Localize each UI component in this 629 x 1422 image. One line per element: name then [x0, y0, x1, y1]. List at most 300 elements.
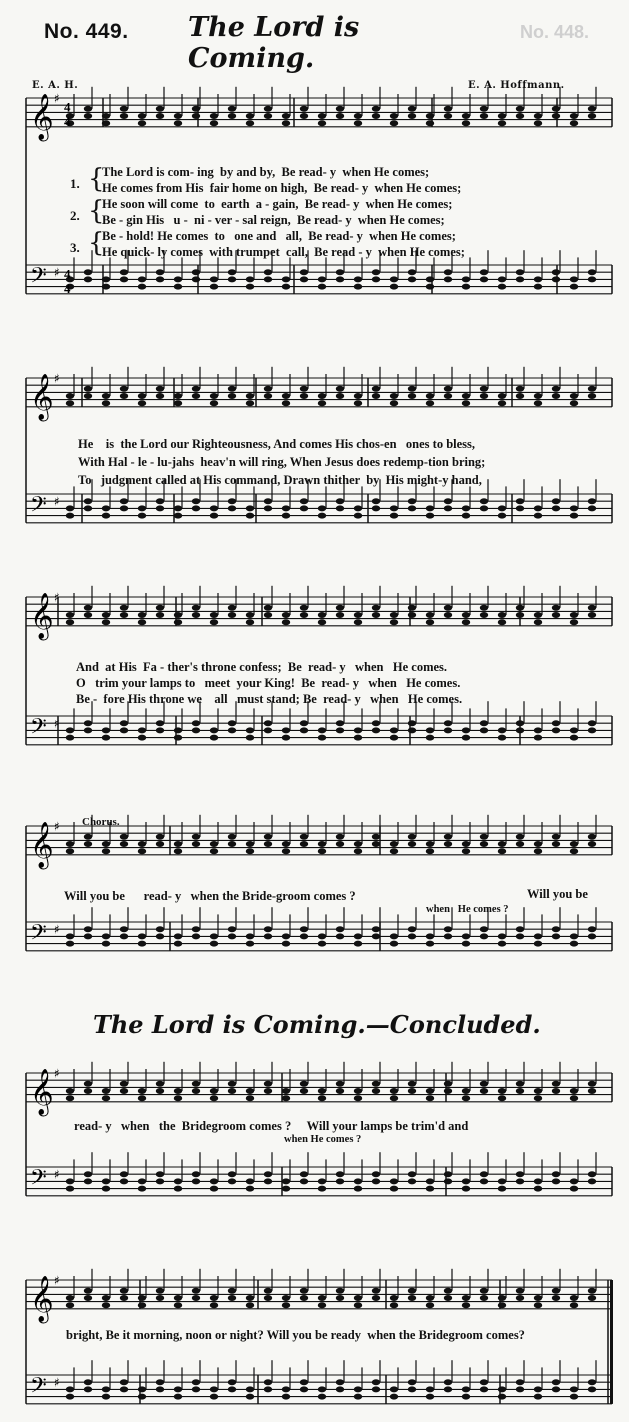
- note-head: [192, 269, 200, 275]
- note-head: [210, 933, 218, 939]
- note-head: [102, 735, 110, 741]
- note-head: [156, 841, 164, 847]
- note-head: [120, 276, 128, 282]
- note-head: [552, 841, 560, 847]
- verse2-line1: He soon will come to earth a - gain, Be read- y when He comes;: [102, 197, 453, 211]
- note-head: [516, 106, 524, 112]
- note-head: [264, 834, 272, 840]
- note-head: [354, 1302, 362, 1308]
- note-head: [264, 1088, 272, 1094]
- note-head: [192, 386, 200, 392]
- note-head: [210, 113, 218, 119]
- note-head: [444, 1081, 452, 1087]
- note-head: [246, 120, 254, 126]
- note-head: [336, 1288, 344, 1294]
- verse3-line2: He quick- ly comes with trumpet call, Be read - y when He comes;: [102, 245, 465, 259]
- note-head: [426, 619, 434, 625]
- note-head: [462, 393, 470, 399]
- note-head: [318, 1095, 326, 1101]
- note-head: [372, 834, 380, 840]
- note-head: [552, 933, 560, 939]
- note-head: [210, 1088, 218, 1094]
- note-head: [246, 400, 254, 406]
- note-head: [246, 848, 254, 854]
- note-head: [444, 386, 452, 392]
- note-head: [318, 841, 326, 847]
- note-head: [588, 612, 596, 618]
- note-head: [498, 848, 506, 854]
- note-head: [192, 505, 200, 511]
- note-head: [498, 1178, 506, 1184]
- note-head: [552, 393, 560, 399]
- note-head: [228, 1088, 236, 1094]
- note-head: [498, 1186, 506, 1192]
- note-head: [84, 1288, 92, 1294]
- note-head: [354, 612, 362, 618]
- note-head: [174, 1295, 182, 1301]
- note-head: [480, 1288, 488, 1294]
- chorus-label: Chorus.: [82, 816, 120, 828]
- note-head: [444, 498, 452, 504]
- note-head: [534, 284, 542, 290]
- note-head: [102, 1394, 110, 1400]
- note-head: [444, 926, 452, 932]
- note-head: [408, 1081, 416, 1087]
- note-head: [588, 498, 596, 504]
- note-head: [120, 1288, 128, 1294]
- note-head: [462, 513, 470, 519]
- note-head: [336, 1178, 344, 1184]
- note-head: [534, 933, 542, 939]
- time-signature: 4: [64, 113, 71, 129]
- system2-lyric-1: He is the Lord our Righteousness, And comes His chos-en ones to bless,: [78, 437, 476, 451]
- concluded-lyric-2: when He comes ?: [284, 1134, 362, 1145]
- note-head: [408, 605, 416, 611]
- note-head: [102, 393, 110, 399]
- note-head: [462, 727, 470, 733]
- note-head: [480, 386, 488, 392]
- note-head: [318, 1186, 326, 1192]
- note-head: [228, 1295, 236, 1301]
- note-head: [102, 1095, 110, 1101]
- note-head: [336, 605, 344, 611]
- note-head: [588, 720, 596, 726]
- note-head: [534, 1394, 542, 1400]
- note-head: [372, 1379, 380, 1385]
- note-head: [588, 605, 596, 611]
- system3-lyric-1: And at His Fa - ther's throne confess; Be read- y when He comes.: [76, 660, 448, 674]
- note-head: [534, 1302, 542, 1308]
- chorus-lyric-1: Will you be read- y when the Bride-groom comes ?: [64, 889, 356, 903]
- note-head: [390, 1178, 398, 1184]
- note-head: [498, 941, 506, 947]
- note-head: [588, 727, 596, 733]
- note-head: [156, 933, 164, 939]
- note-head: [534, 848, 542, 854]
- note-head: [390, 933, 398, 939]
- note-head: [426, 1302, 434, 1308]
- key-sharp-icon: ♯: [54, 1375, 60, 1390]
- note-head: [300, 841, 308, 847]
- note-head: [300, 1081, 308, 1087]
- note-head: [156, 393, 164, 399]
- note-head: [84, 727, 92, 733]
- note-head: [462, 400, 470, 406]
- note-head: [84, 612, 92, 618]
- note-head: [552, 612, 560, 618]
- note-head: [210, 1295, 218, 1301]
- note-head: [534, 400, 542, 406]
- note-head: [336, 933, 344, 939]
- lyricist-credit: E. A. H.: [32, 80, 79, 91]
- note-head: [66, 1394, 74, 1400]
- note-head: [120, 1178, 128, 1184]
- note-head: [408, 1088, 416, 1094]
- note-head: [120, 834, 128, 840]
- note-head: [354, 848, 362, 854]
- note-head: [318, 941, 326, 947]
- note-head: [120, 727, 128, 733]
- note-head: [570, 393, 578, 399]
- note-head: [84, 1178, 92, 1184]
- note-head: [282, 735, 290, 741]
- note-head: [552, 605, 560, 611]
- note-head: [390, 113, 398, 119]
- system3-lyric-3: Be - fore His throne we all must stand; Be read- y when He comes.: [76, 692, 463, 706]
- note-head: [84, 505, 92, 511]
- note-head: [408, 498, 416, 504]
- note-head: [84, 1379, 92, 1385]
- note-head: [534, 1386, 542, 1392]
- note-head: [534, 120, 542, 126]
- note-head: [372, 727, 380, 733]
- note-head: [570, 284, 578, 290]
- note-head: [480, 605, 488, 611]
- note-head: [66, 1095, 74, 1101]
- note-head: [318, 393, 326, 399]
- note-head: [462, 848, 470, 854]
- note-head: [372, 505, 380, 511]
- note-head: [210, 400, 218, 406]
- note-head: [120, 612, 128, 618]
- note-head: [498, 1088, 506, 1094]
- note-head: [354, 1095, 362, 1101]
- note-head: [120, 605, 128, 611]
- note-head: [228, 276, 236, 282]
- key-sharp-icon: ♯: [54, 494, 60, 509]
- note-head: [282, 933, 290, 939]
- note-head: [300, 727, 308, 733]
- note-head: [480, 1178, 488, 1184]
- note-head: [552, 834, 560, 840]
- note-head: [84, 1386, 92, 1392]
- note-head: [66, 393, 74, 399]
- note-head: [336, 498, 344, 504]
- note-head: [570, 505, 578, 511]
- note-head: [228, 386, 236, 392]
- note-head: [426, 393, 434, 399]
- note-head: [318, 113, 326, 119]
- note-head: [138, 276, 146, 282]
- note-head: [408, 933, 416, 939]
- verse-brace-2: {: [88, 196, 105, 226]
- note-head: [354, 619, 362, 625]
- note-head: [210, 513, 218, 519]
- note-head: [408, 393, 416, 399]
- note-head: [462, 1178, 470, 1184]
- note-head: [300, 612, 308, 618]
- note-head: [516, 505, 524, 511]
- note-head: [66, 1186, 74, 1192]
- note-head: [390, 400, 398, 406]
- key-sharp-icon: ♯: [54, 1167, 60, 1182]
- note-head: [570, 612, 578, 618]
- note-head: [210, 619, 218, 625]
- note-head: [138, 841, 146, 847]
- note-head: [390, 505, 398, 511]
- note-head: [192, 1379, 200, 1385]
- verse-number-3: 3.: [70, 240, 80, 255]
- note-head: [516, 1081, 524, 1087]
- note-head: [174, 933, 182, 939]
- note-head: [570, 1186, 578, 1192]
- note-head: [426, 941, 434, 947]
- note-head: [282, 1394, 290, 1400]
- note-head: [498, 1095, 506, 1101]
- note-head: [588, 933, 596, 939]
- note-head: [336, 276, 344, 282]
- note-head: [426, 1088, 434, 1094]
- note-head: [372, 269, 380, 275]
- note-head: [534, 113, 542, 119]
- note-head: [282, 1186, 290, 1192]
- note-head: [264, 612, 272, 618]
- note-head: [426, 400, 434, 406]
- note-head: [372, 1171, 380, 1177]
- verse-brace-1: {: [88, 164, 105, 194]
- verse-brace-3: {: [88, 228, 105, 258]
- note-head: [444, 1386, 452, 1392]
- note-head: [264, 841, 272, 847]
- note-head: [462, 1095, 470, 1101]
- note-head: [408, 1295, 416, 1301]
- note-head: [516, 113, 524, 119]
- note-head: [390, 848, 398, 854]
- note-head: [246, 113, 254, 119]
- note-head: [102, 933, 110, 939]
- note-head: [336, 1088, 344, 1094]
- note-head: [138, 1302, 146, 1308]
- note-head: [156, 727, 164, 733]
- note-head: [300, 1295, 308, 1301]
- note-head: [570, 1088, 578, 1094]
- note-head: [444, 113, 452, 119]
- note-head: [174, 612, 182, 618]
- note-head: [552, 276, 560, 282]
- key-sharp-icon: ♯: [54, 371, 60, 386]
- note-head: [444, 841, 452, 847]
- note-head: [174, 1302, 182, 1308]
- note-head: [300, 269, 308, 275]
- verse-number-1: 1.: [70, 176, 80, 191]
- note-head: [138, 1178, 146, 1184]
- note-head: [246, 1095, 254, 1101]
- note-head: [228, 720, 236, 726]
- note-head: [552, 386, 560, 392]
- note-head: [588, 1386, 596, 1392]
- note-head: [426, 1386, 434, 1392]
- key-sharp-icon: ♯: [54, 716, 60, 731]
- note-head: [552, 1178, 560, 1184]
- note-head: [336, 727, 344, 733]
- note-head: [588, 1171, 596, 1177]
- note-head: [354, 505, 362, 511]
- note-head: [156, 1081, 164, 1087]
- note-head: [192, 1386, 200, 1392]
- note-head: [534, 1295, 542, 1301]
- note-head: [462, 120, 470, 126]
- note-head: [516, 276, 524, 282]
- note-head: [210, 727, 218, 733]
- note-head: [102, 612, 110, 618]
- note-head: [372, 113, 380, 119]
- note-head: [138, 1295, 146, 1301]
- verse1-line2: He comes from His fair home on high, Be read- y when He comes;: [102, 181, 462, 195]
- composer-credit: E. A. Hoffmann.: [468, 80, 565, 91]
- note-head: [228, 498, 236, 504]
- note-head: [552, 269, 560, 275]
- verse2-line2: Be - gin His u - ni - ver - sal reign, Be read- y when He comes;: [102, 213, 445, 227]
- note-head: [66, 513, 74, 519]
- note-head: [390, 1302, 398, 1308]
- note-head: [174, 1088, 182, 1094]
- note-head: [210, 276, 218, 282]
- note-head: [390, 276, 398, 282]
- note-head: [120, 926, 128, 932]
- note-head: [84, 269, 92, 275]
- note-head: [228, 612, 236, 618]
- note-head: [318, 1386, 326, 1392]
- hymn-title: The Lord is Coming.: [188, 12, 360, 74]
- note-head: [462, 619, 470, 625]
- note-head: [390, 941, 398, 947]
- note-head: [390, 841, 398, 847]
- note-head: [156, 276, 164, 282]
- note-head: [408, 926, 416, 932]
- note-head: [408, 727, 416, 733]
- note-head: [264, 1178, 272, 1184]
- note-head: [408, 834, 416, 840]
- note-head: [246, 941, 254, 947]
- note-head: [462, 1302, 470, 1308]
- note-head: [246, 513, 254, 519]
- note-head: [318, 612, 326, 618]
- key-sharp-icon: ♯: [54, 819, 60, 834]
- note-head: [282, 1088, 290, 1094]
- note-head: [210, 848, 218, 854]
- note-head: [300, 834, 308, 840]
- note-head: [336, 926, 344, 932]
- note-head: [372, 1088, 380, 1094]
- note-head: [300, 113, 308, 119]
- note-head: [282, 612, 290, 618]
- bleed-through-text: No. 448.: [520, 22, 590, 42]
- note-head: [462, 1386, 470, 1392]
- note-head: [516, 841, 524, 847]
- note-head: [534, 513, 542, 519]
- note-head: [192, 612, 200, 618]
- hymn-number: No. 449.: [44, 20, 129, 43]
- note-head: [228, 926, 236, 932]
- note-head: [498, 1295, 506, 1301]
- note-head: [336, 1171, 344, 1177]
- note-head: [210, 1302, 218, 1308]
- note-head: [354, 933, 362, 939]
- note-head: [552, 1379, 560, 1385]
- note-head: [156, 605, 164, 611]
- bass-clef-icon: 𝄢: [30, 920, 47, 951]
- note-head: [552, 720, 560, 726]
- note-head: [174, 1386, 182, 1392]
- note-head: [102, 513, 110, 519]
- system2-lyric-2: With Hal - le - lu-jahs heav'n will ring, When Jesus does redemp-tion bring;: [78, 455, 486, 469]
- verse1-line1: The Lord is com- ing by and by, Be read- y when He comes;: [102, 165, 430, 179]
- note-head: [588, 1295, 596, 1301]
- note-head: [390, 735, 398, 741]
- note-head: [264, 276, 272, 282]
- treble-clef-icon: 𝄞: [30, 592, 54, 639]
- note-head: [498, 400, 506, 406]
- note-head: [318, 120, 326, 126]
- note-head: [552, 113, 560, 119]
- note-head: [426, 841, 434, 847]
- note-head: [192, 1295, 200, 1301]
- note-head: [156, 269, 164, 275]
- note-head: [192, 841, 200, 847]
- chorus-lyric-1-right: Will you be: [527, 887, 588, 901]
- note-head: [408, 1288, 416, 1294]
- note-head: [120, 393, 128, 399]
- note-head: [66, 941, 74, 947]
- note-head: [192, 720, 200, 726]
- note-head: [66, 1088, 74, 1094]
- note-head: [480, 106, 488, 112]
- note-head: [318, 1178, 326, 1184]
- note-head: [66, 1178, 74, 1184]
- note-head: [246, 841, 254, 847]
- note-head: [516, 1088, 524, 1094]
- note-head: [408, 1178, 416, 1184]
- note-head: [120, 1386, 128, 1392]
- note-head: [516, 386, 524, 392]
- note-head: [300, 393, 308, 399]
- note-head: [534, 1088, 542, 1094]
- note-head: [390, 1186, 398, 1192]
- key-sharp-icon: ♯: [54, 590, 60, 605]
- note-head: [192, 1288, 200, 1294]
- note-head: [588, 1288, 596, 1294]
- note-head: [246, 727, 254, 733]
- note-head: [534, 505, 542, 511]
- note-head: [210, 393, 218, 399]
- note-head: [552, 498, 560, 504]
- note-head: [264, 1081, 272, 1087]
- note-head: [120, 113, 128, 119]
- note-head: [246, 284, 254, 290]
- note-head: [444, 612, 452, 618]
- note-head: [192, 106, 200, 112]
- note-head: [498, 505, 506, 511]
